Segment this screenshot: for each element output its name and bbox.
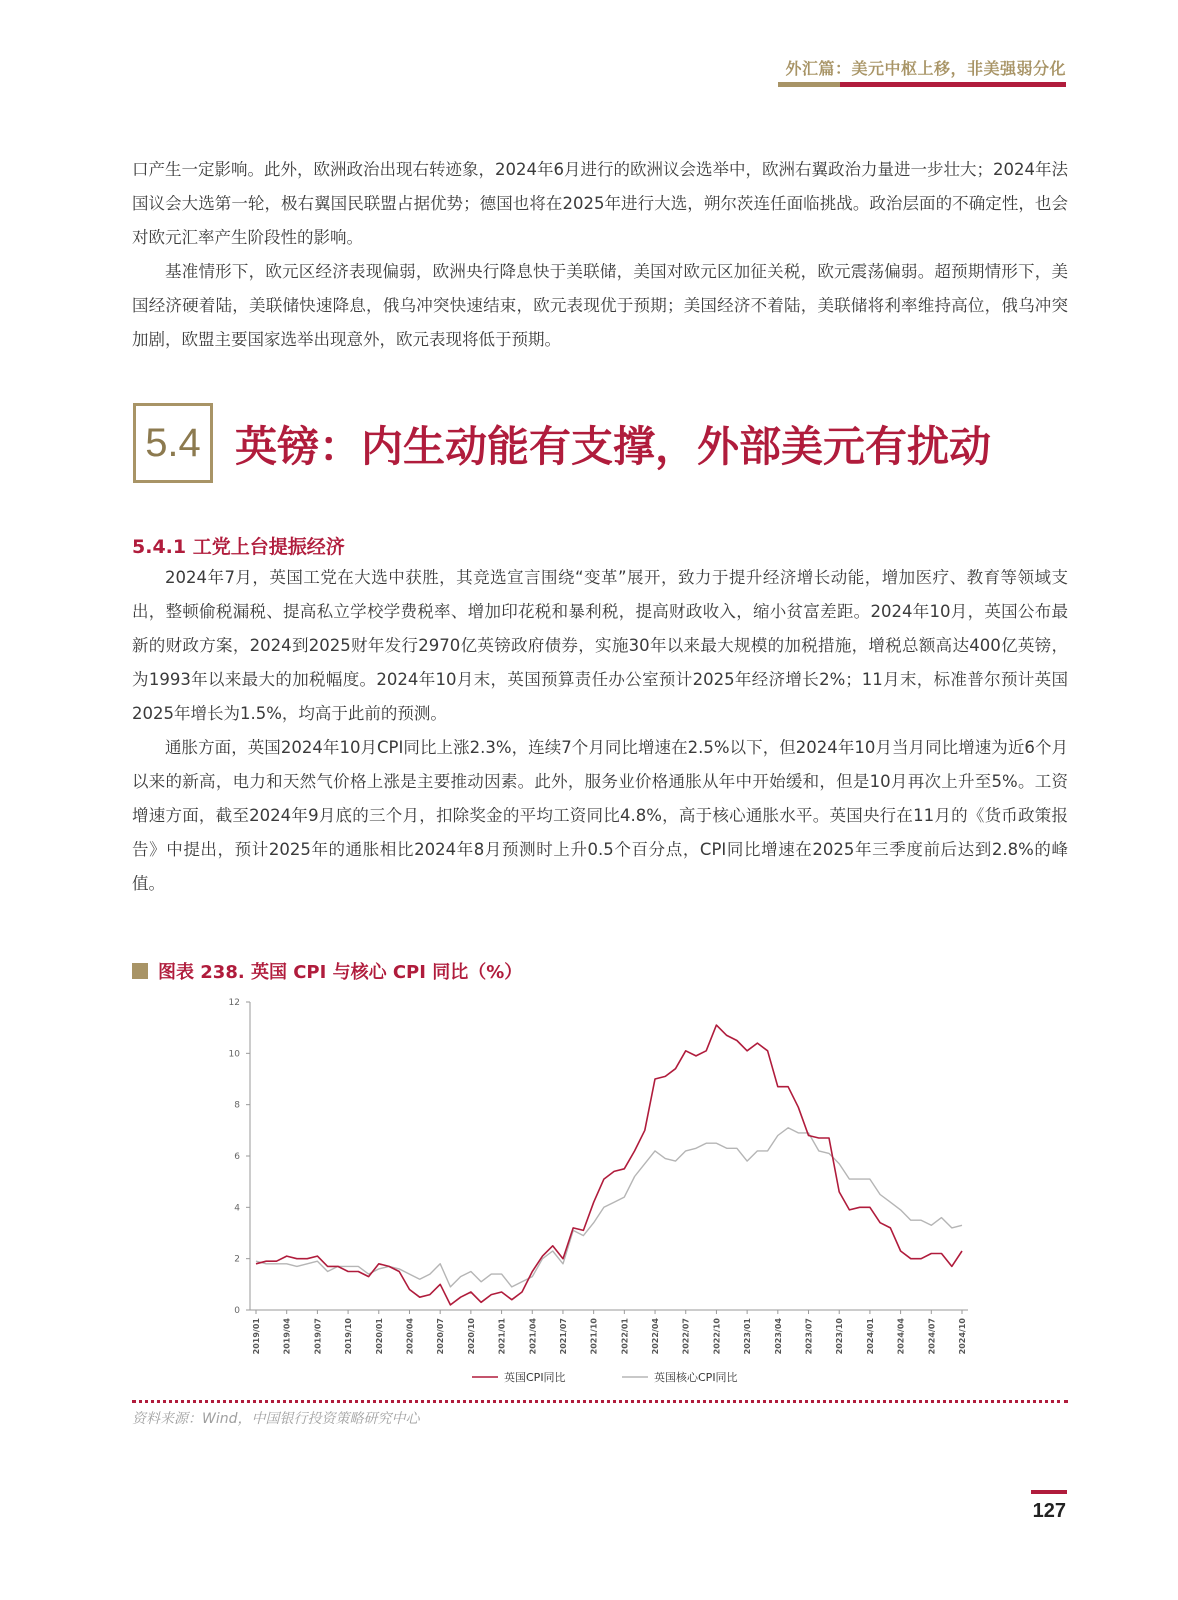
chart-container <box>132 990 1068 1390</box>
cpi-line-chart <box>132 990 1068 1390</box>
legend-label-uk-cpi: 英国CPI同比 <box>504 1371 566 1384</box>
x-tick-label: 2019/01 <box>252 1318 261 1355</box>
y-tick-label: 4 <box>234 1203 240 1214</box>
section-number-box: 5.4 <box>133 403 213 483</box>
x-tick-label: 2022/07 <box>681 1318 691 1355</box>
header-rule-gold <box>778 82 840 87</box>
x-tick-label: 2019/07 <box>313 1318 323 1355</box>
x-tick-label: 2024/10 <box>958 1318 967 1355</box>
x-tick-label: 2022/01 <box>620 1318 630 1355</box>
x-tick-label: 2024/07 <box>927 1318 937 1355</box>
y-tick-label: 10 <box>228 1049 240 1060</box>
chart-caption <box>132 958 522 984</box>
x-tick-label: 2024/04 <box>896 1318 906 1355</box>
x-tick-label: 2021/07 <box>558 1318 568 1355</box>
x-tick-label: 2020/01 <box>374 1318 384 1355</box>
paragraph-labour-party: 2024年7月，英国工党在大选中获胜，其竞选宣言围绕“变革”展开，致力于提升经济增长动能，增加医疗、教育等领域支出，整顿偷税漏税、提高私立学校学费税率、增加印花税和暴利税，提高财政收入，缩小贫富差距。2024年10月，英国公布最新的财政方案，2024到2025财年发行2970亿英镑政府债券，实施30年以来最大规模的加税措施，增税总额高达400亿英镑，为1993年以来最大的加税幅度。2024年10月末，英国预算责任办公室预计2025年经济增长2%；11月末，标准普尔预计英国2025年增长为1.5%，均高于此前的预测。 <box>132 568 1068 723</box>
x-tick-label: 2024/01 <box>865 1318 875 1355</box>
x-tick-label: 2021/04 <box>528 1318 538 1355</box>
subsection-title: 5.4.1 工党上台提振经济 <box>132 536 345 558</box>
y-tick-label: 2 <box>234 1254 240 1265</box>
legend-label-uk-core-cpi: 英国核心CPI同比 <box>654 1371 738 1384</box>
paragraph-euro-politics: 口产生一定影响。此外，欧洲政治出现右转迹象，2024年6月进行的欧洲议会选举中，欧洲右翼政治力量进一步壮大；2024年法国议会大选第一轮，极右翼国民联盟占据优势；德国也将在2025年进行大选，朔尔茨连任面临挑战。政治层面的不确定性，也会对欧元汇率产生阶段性的影响。 <box>132 160 1068 247</box>
chart-caption-text: 图表 238. 英国 CPI 与核心 CPI 同比（%） <box>158 962 523 983</box>
y-tick-label: 0 <box>234 1306 240 1316</box>
x-tick-label: 2020/10 <box>466 1318 476 1355</box>
x-tick-label: 2022/10 <box>712 1318 722 1355</box>
x-tick-label: 2023/01 <box>743 1318 753 1355</box>
x-tick-label: 2020/04 <box>405 1318 415 1355</box>
section-title: 英镑：内生动能有支撑，外部美元有扰动 <box>235 422 992 471</box>
paragraph-euro-scenarios: 基准情形下，欧元区经济表现偏弱，欧洲央行降息快于美联储，美国对欧元区加征关税，欧元震荡偏弱。超预期情形下，美国经济硬着陆，美联储快速降息，俄乌冲突快速结束，欧元表现优于预期；美国经济不着陆，美联储将利率维持高位，俄乌冲突加剧，欧盟主要国家选举出现意外，欧元表现将低于预期。 <box>132 262 1068 349</box>
source-divider <box>132 1400 1068 1403</box>
series-line-uk-core-cpi <box>256 1128 962 1287</box>
header-rule-red <box>840 82 1066 87</box>
paragraph-inflation: 通胀方面，英国2024年10月CPI同比上涨2.3%，连续7个月同比增速在2.5%以下，但2024年10月当月同比增速为近6个月以来的新高，电力和天然气价格上涨是主要推动因素。此外，服务业价格通胀从年中开始缓和，但是10月再次上升至5%。工资增速方面，截至2024年9月底的三个月，扣除奖金的平均工资同比4.8%，高于核心通胀水平。英国央行在11月的《货币政策报告》中提出，预计2025年的通胀相比2024年8月预测时上升0.5个百分点，CPI同比增速在2025年三季度前后达到2.8%的峰值。 <box>132 738 1068 893</box>
y-tick-label: 12 <box>228 998 240 1008</box>
caption-square-icon <box>132 963 148 979</box>
x-tick-label: 2020/07 <box>436 1318 446 1355</box>
x-tick-label: 2021/01 <box>497 1318 507 1355</box>
source-note: 资料来源：Wind，中国银行投资策略研究中心 <box>132 1411 420 1427</box>
y-tick-label: 8 <box>234 1100 240 1111</box>
x-tick-label: 2019/04 <box>282 1318 292 1355</box>
x-tick-label: 2023/07 <box>804 1318 814 1355</box>
x-tick-label: 2023/10 <box>835 1318 845 1355</box>
x-tick-label: 2019/10 <box>344 1318 354 1355</box>
running-header-title: 外汇篇：美元中枢上移，非美强弱分化 <box>785 59 1066 78</box>
y-tick-label: 6 <box>234 1152 240 1162</box>
x-tick-label: 2022/04 <box>651 1318 661 1355</box>
x-tick-label: 2023/04 <box>773 1318 783 1355</box>
series-line-uk-cpi <box>256 1025 962 1305</box>
x-tick-label: 2021/10 <box>589 1318 599 1355</box>
page-number-rule <box>1031 1490 1067 1494</box>
page-number: 127 <box>1032 1500 1066 1522</box>
